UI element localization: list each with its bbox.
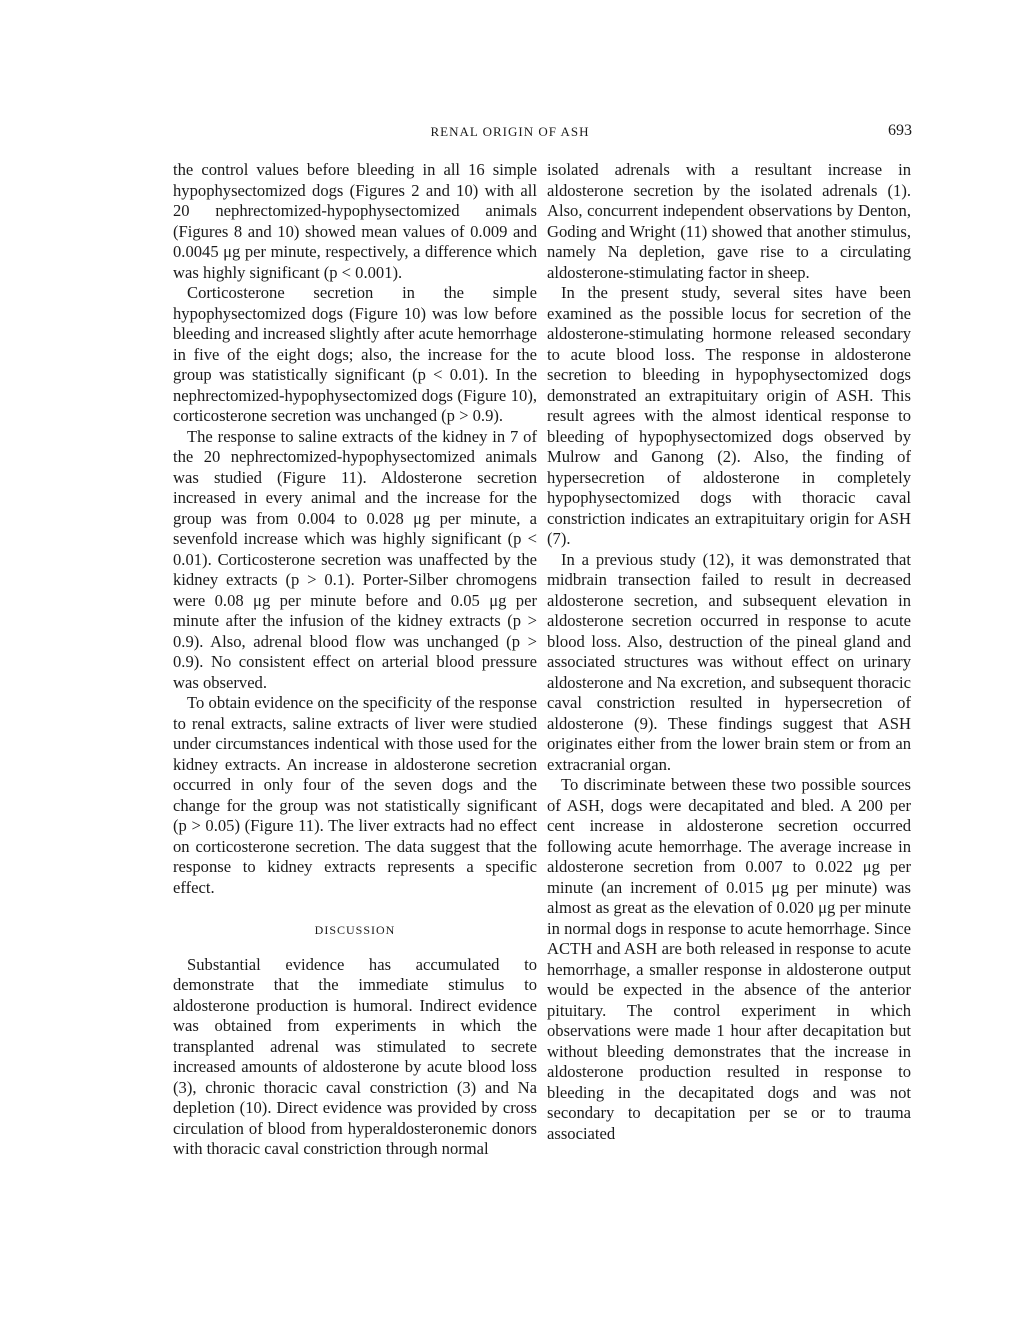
paragraph: To discriminate between these two possible sources of ASH, dogs were decapitated and bled. A 200 per cent increase in aldosterone secretion occurred following acute hemorrhage. The average increase in aldosterone secretion from 0.007 to 0.022 μg per minute (an increment of 0.015 μg per minute) was almost as great as the elevation of 0.020 μg per minute in normal dogs in response to acute hemorrhage. Since ACTH and ASH are both released in response to acute hemorrhage, a smaller response in aldosterone output would be expected in the absence of the anterior pituitary. The control experiment in which observations were made 1 hour after decapitation but without bleeding demonstrates that the increase in aldosterone production resulted in response to bleeding in the decapitated dogs and was not secondary to decapitation per se or to trauma associated [547,775,911,1143]
paragraph: To obtain evidence on the specificity of the response to renal extracts, saline extracts of liver were studied under circumstances indentical with those used for the kidney extracts. An increase in aldosterone secretion occurred in only four of the seven dogs and the change for the group was not statistically significant (p > 0.05) (Figure 11). The liver extracts had no effect on corticosterone secretion. The data suggest that the response to kidney extracts represents a specific effect. [173,693,537,897]
paragraph: Substantial evidence has accumulated to demonstrate that the immediate stimulus to aldosterone production is humoral. Indirect evidence was obtained from experiments in which the transplanted adrenal was stimulated to secrete increased amounts of aldosterone by acute blood loss (3), chronic thoracic caval constriction (3) and Na depletion (10). Direct evidence was provided by cross circulation of blood from hyperaldosteronemic donors with thoracic caval constriction through normal [173,954,537,1158]
left-column [173,160,537,1160]
right-column [547,160,911,1144]
paragraph: In the present study, several sites have been examined as the possible locus for secretion of the aldosterone-stimulating hormone released secondary to acute blood loss. The response in aldosterone secretion to bleeding in hypophysectomized dogs demonstrated an extrapituitary origin of ASH. This result agrees with the almost identical response to bleeding of hypophysectomized dogs observed by Mulrow and Ganong (2). Also, the finding of hypersecretion of aldosterone in completely hypophysectomized dogs with thoracic caval constriction indicates an extrapituitary origin for ASH (7). [547,283,911,548]
page-number: 693 [888,122,912,139]
paragraph: isolated adrenals with a resultant increase in aldosterone secretion by the isolated adrenals (1). Also, concurrent independent observations by Denton, Goding and Wright (11) showed that another stimulus, namely Na depletion, gave rise to a circulating aldosterone-stimulating factor in sheep. [547,160,911,282]
paragraph: The response to saline extracts of the kidney in 7 of the 20 nephrectomized-hypophysectomized animals was studied (Figure 11). Aldosterone secretion increased in every animal and the increase for the group was from 0.004 to 0.028 μg per minute, a sevenfold increase which was highly significant (p < 0.01). Corticosterone secretion was unaffected by the kidney extracts (p > 0.1). Porter-Silber chromogens were 0.08 μg per minute before and 0.05 μg per minute after the infusion of the kidney extracts (p > 0.9). Also, adrenal blood flow was unchanged (p > 0.9). No consistent effect on arterial blood pressure was observed. [173,426,537,692]
running-head: RENAL ORIGIN OF ASH [430,124,590,139]
paragraph: the control values before bleeding in all 16 simple hypophysectomized dogs (Figures 2 and 10) with all 20 nephrectomized-hypophysectomized animals (Figures 8 and 10) showed mean values of 0.009 and 0.0045 μg per minute, respectively, a difference which was highly significant (p < 0.001). [173,160,537,282]
section-heading-discussion: DISCUSSION [314,923,396,937]
paragraph: Corticosterone secretion in the simple hypophysectomized dogs (Figure 10) was low before bleeding and increased slightly after acute hemorrhage in five of the eight dogs; also, the increase for the group was statistically significant (p < 0.01). In the nephrectomized-hypophysectomized dogs (Figure 10), corticosterone secretion was unchanged (p > 0.9). [173,283,537,425]
paragraph: In a previous study (12), it was demonstrated that midbrain transection failed to result in decreased aldosterone secretion, and subsequent elevation in aldosterone secretion occurred in response to acute blood loss. Also, destruction of the pineal gland and associated structures was without effect on urinary aldosterone and Na excretion, and subsequent thoracic caval constriction resulted in hypersecretion of aldosterone (9). These findings suggest that ASH originates either from the lower brain stem or from an extracranial organ. [547,549,911,774]
